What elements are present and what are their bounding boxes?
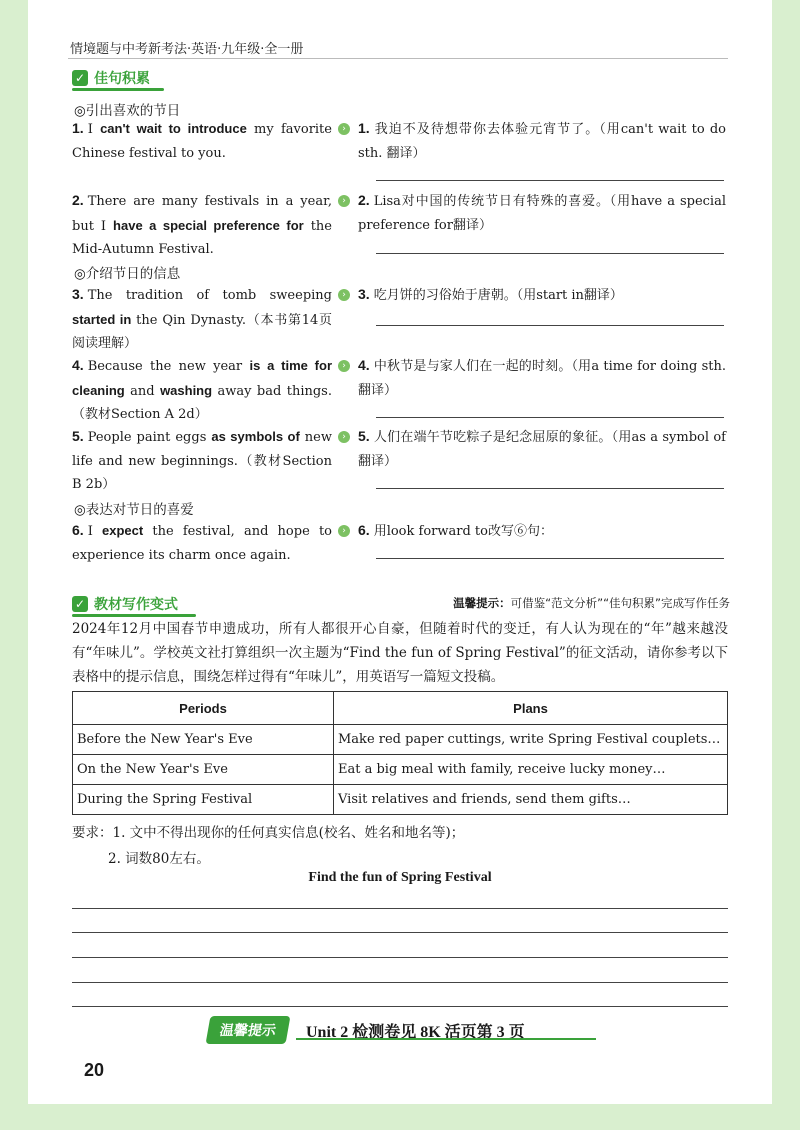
table-row <box>73 755 728 785</box>
translation-task-1: 1. 我迫不及待想带你去体验元宵节了。（用can't wait to do sth. 翻译） <box>358 120 726 161</box>
table-cell: During the Spring Festival <box>73 785 334 815</box>
writing-tip: 温馨提示：可借鉴“范文分析”“佳句积累”完成写作任务 <box>453 596 730 610</box>
section-title-text: 教材写作变式 <box>94 597 178 613</box>
requirements <box>72 820 464 872</box>
right-margin-strip <box>772 0 800 1130</box>
arrow-icon: › <box>338 360 350 372</box>
checkmark-icon: ✓ <box>72 70 88 86</box>
section-title-text: 佳句积累 <box>94 71 150 87</box>
bottom-margin-strip <box>0 1104 800 1130</box>
checkmark-icon: ✓ <box>72 596 88 612</box>
reminder-pill: 温馨提示 <box>206 1016 291 1044</box>
table-cell: On the New Year's Eve <box>73 755 334 785</box>
arrow-icon: › <box>338 525 350 537</box>
banner-rule <box>296 1038 596 1040</box>
answer-line-1[interactable] <box>376 180 724 181</box>
translation-task-3: 3. 吃月饼的习俗始于唐朝。（用start in翻译） <box>358 286 623 303</box>
translation-task-2: 2. Lisa对中国的传统节日有特殊的喜爱。（用have a special preference for翻译） <box>358 192 726 233</box>
group-heading-1: ◎引出喜欢的节日 <box>74 103 181 119</box>
table-cell: Before the New Year's Eve <box>73 725 334 755</box>
group-heading-2: ◎介绍节日的信息 <box>74 266 181 282</box>
header-rule <box>68 58 728 59</box>
arrow-icon: › <box>338 123 350 135</box>
writing-line[interactable] <box>72 908 728 909</box>
left-margin-strip <box>0 0 28 1130</box>
requirement-2: 2. 词数80左右。 <box>108 851 210 867</box>
writing-line[interactable] <box>72 1006 728 1007</box>
page-number: 20 <box>84 1060 105 1080</box>
group-heading-3: ◎表达对节日的喜爱 <box>74 502 194 518</box>
sentence-6: 6. I expect the festival, and hope to experience its charm once again. <box>72 522 332 563</box>
table-cell: Eat a big meal with family, receive lucky money… <box>334 755 728 785</box>
table-cell: Visit relatives and friends, send them gifts… <box>334 785 728 815</box>
table-header: Plans <box>334 692 728 725</box>
table-row <box>73 725 728 755</box>
sentence-2: 2. There are many festivals in a year, but I have a special preference for the Mid-Autumn Festival. <box>72 192 332 257</box>
answer-line-6[interactable] <box>376 558 724 559</box>
sentence-5: 5. People paint eggs as symbols of new life and new beginnings.（教材Section B 2b） <box>72 428 333 492</box>
writing-line[interactable] <box>72 957 728 958</box>
arrow-icon: › <box>338 431 350 443</box>
translation-task-6: 6. 用look forward to改写⑥句： <box>358 522 553 539</box>
arrow-icon: › <box>338 195 350 207</box>
essay-title: Find the fun of Spring Festival <box>308 870 492 885</box>
answer-line-5[interactable] <box>376 488 724 489</box>
plans-table <box>72 691 728 815</box>
sentence-3: 3. The tradition of tomb sweeping started in the Qin Dynasty.（本书第14页阅读理解） <box>72 286 333 351</box>
reminder-text: Unit 2 检测卷见 8K 活页第 3 页 <box>306 1023 525 1041</box>
table-header: Periods <box>73 692 334 725</box>
section-title-sentences <box>72 68 150 88</box>
sentence-4: 4. Because the new year is a time for cleaning and washing away bad things.（教材Section A 2d） <box>72 357 332 422</box>
sentence-1: 1. I can't wait to introduce my favorite Chinese festival to you. <box>72 120 332 161</box>
writing-line[interactable] <box>72 932 728 933</box>
translation-task-4: 4. 中秋节是与家人们在一起的时刻。（用a time for doing sth. 翻译） <box>358 357 726 398</box>
answer-line-2[interactable] <box>376 253 724 254</box>
running-header: 情境题与中考新考法·英语·九年级·全一册 <box>70 42 304 57</box>
requirement-1: 要求：1. 文中不得出现你的任何真实信息(校名、姓名和地名等)； <box>72 825 465 841</box>
writing-prompt: 2024年12月中国春节申遗成功，所有人都很开心自豪，但随着时代的变迁，有人认为现在的“年”越来越没有“年味儿”。学校英文社打算组织一次主题为“Find the fun of Spring Festival”的征文活动，请你参考以下表格中的提示信息，围绕怎样过得有“年味儿”，用英语写一篇短文投稿。 <box>72 621 728 685</box>
table-row <box>73 785 728 815</box>
table-cell: Make red paper cuttings, write Spring Festival couplets… <box>334 725 728 755</box>
answer-line-3[interactable] <box>376 325 724 326</box>
section-title-writing <box>72 594 178 614</box>
answer-line-4[interactable] <box>376 417 724 418</box>
section-title-underline <box>72 88 164 91</box>
arrow-icon: › <box>338 289 350 301</box>
translation-task-5: 5. 人们在端午节吃粽子是纪念屈原的象征。（用as a symbol of翻译） <box>358 428 726 469</box>
writing-line[interactable] <box>72 982 728 983</box>
